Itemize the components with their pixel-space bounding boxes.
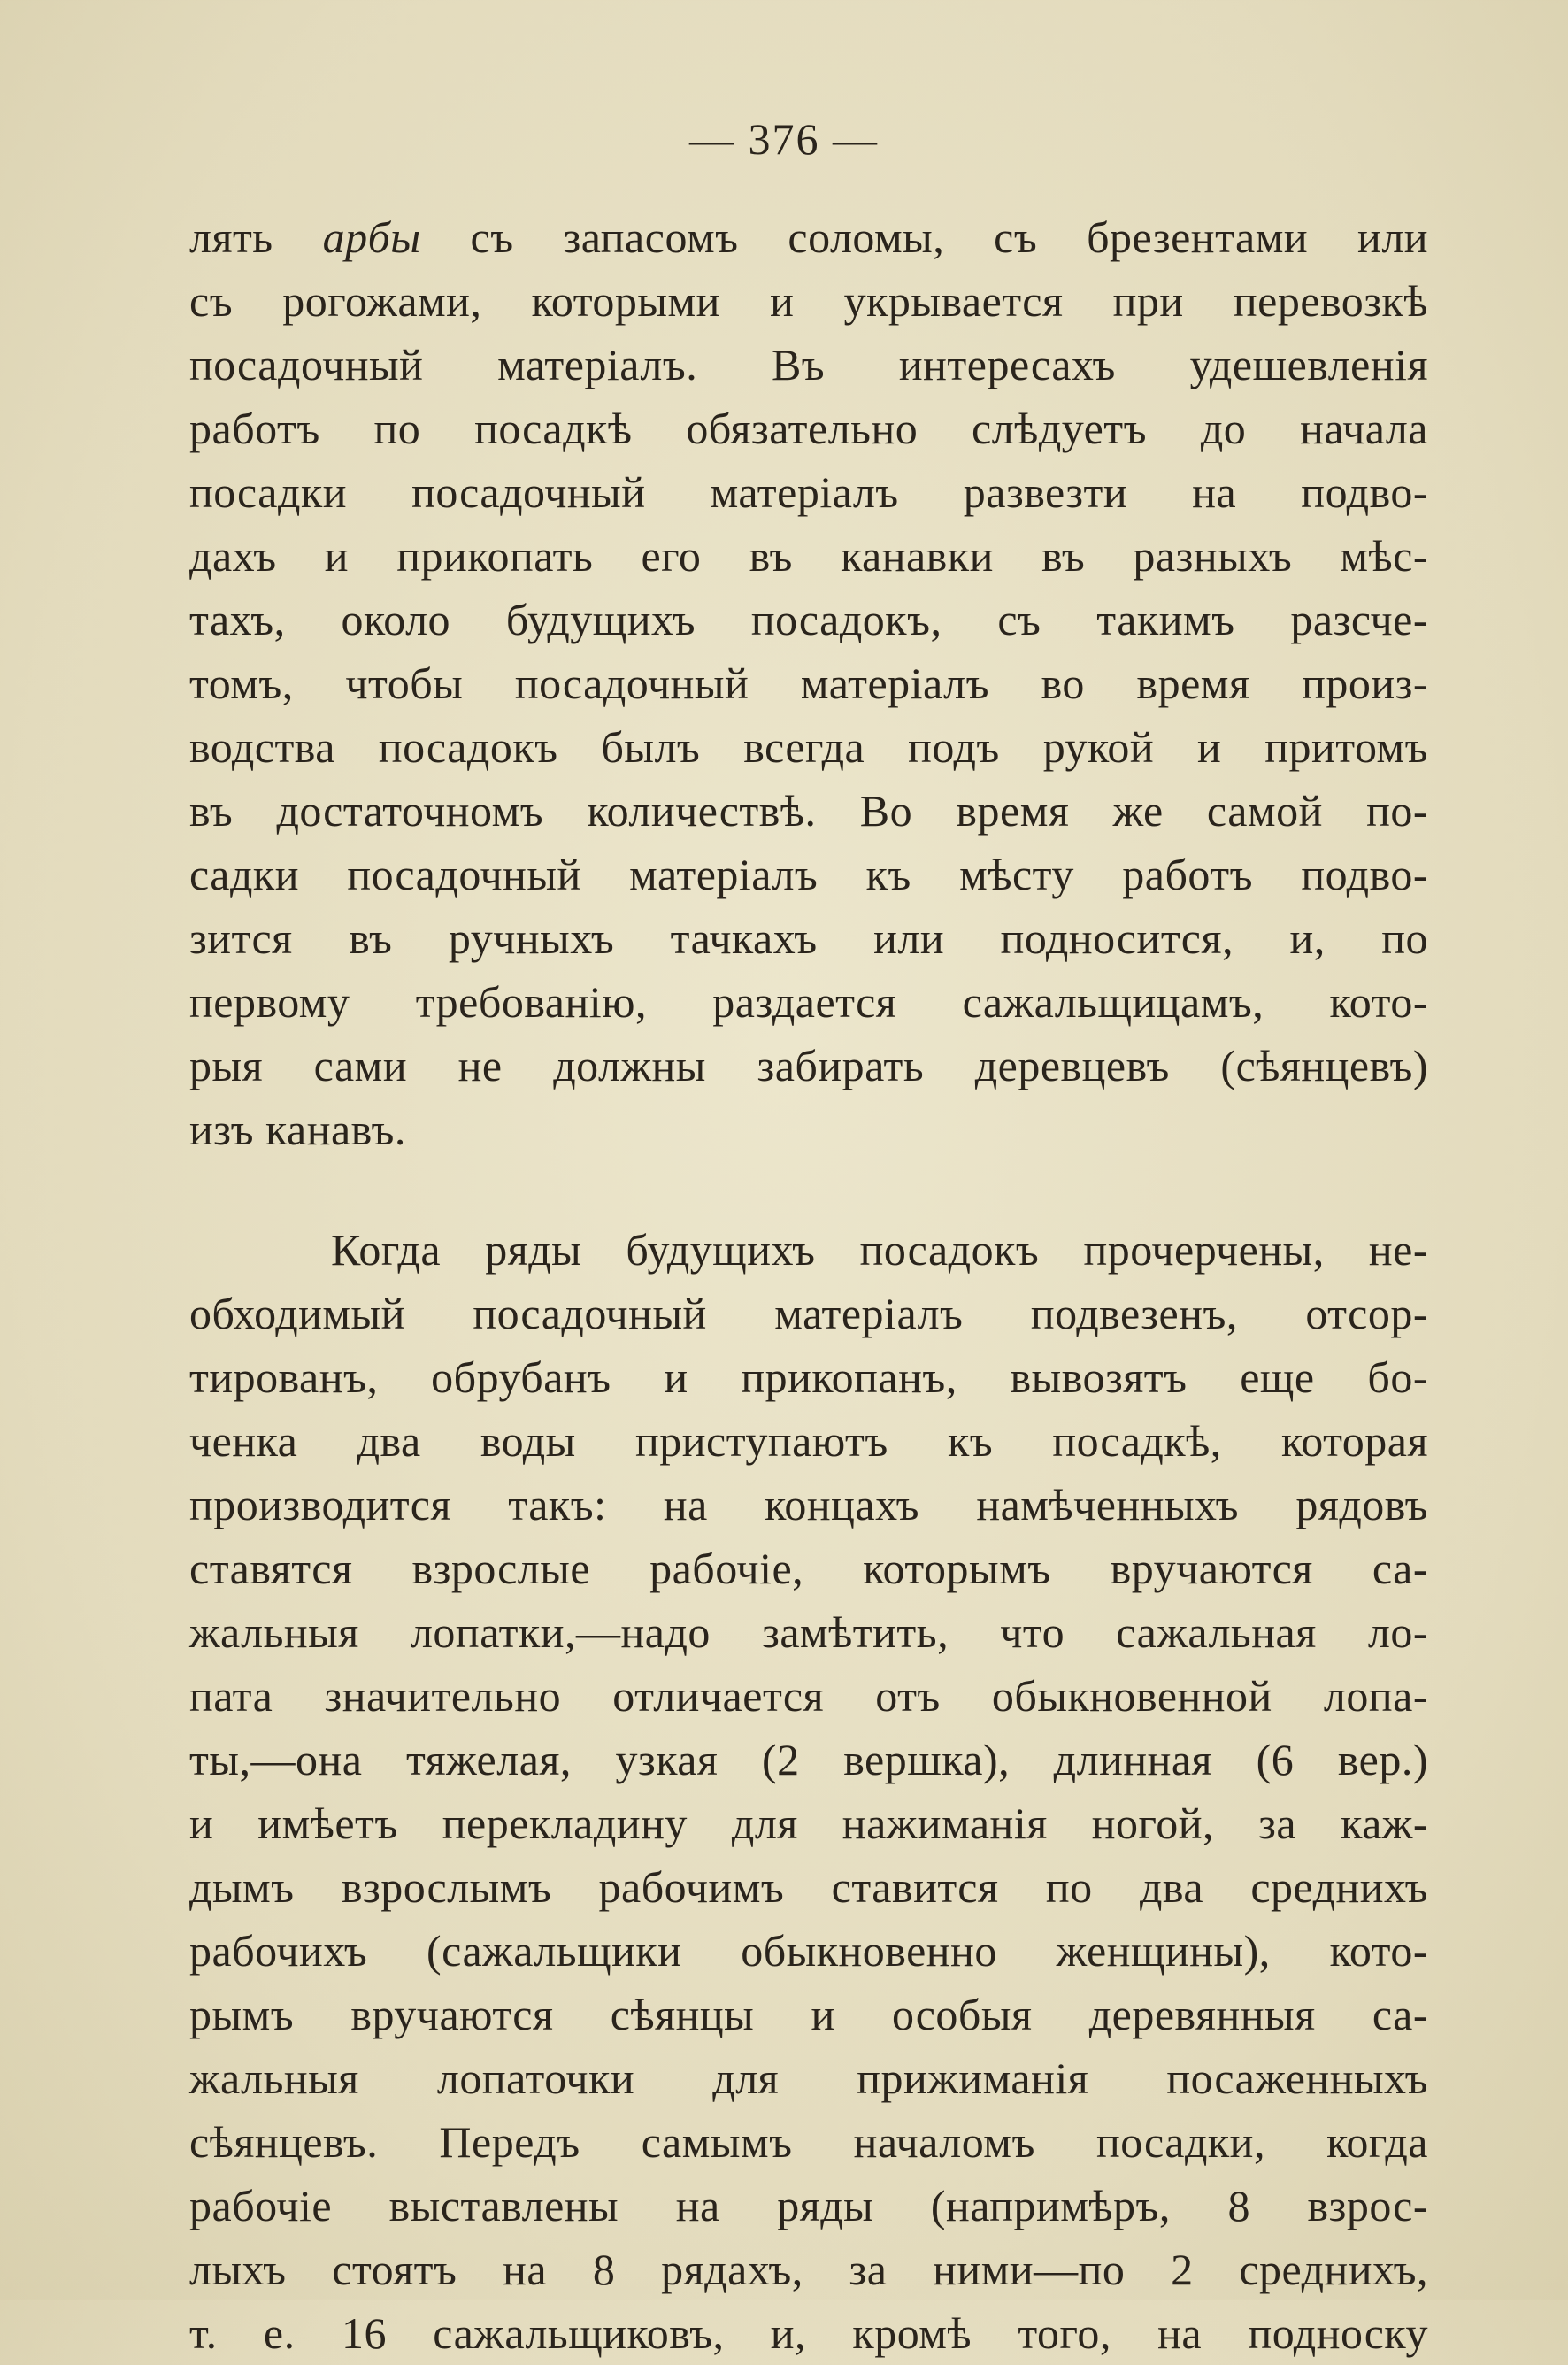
line-rest: съ запасомъ соломы, съ брезентами или [470, 212, 1429, 262]
text-line: зится въ ручныхъ тачкахъ или подносится, и, по [189, 913, 1428, 963]
text-line: лыхъ стоятъ на 8 рядахъ, за ними—по 2 среднихъ, [189, 2245, 1428, 2294]
text-line: дахъ и прикопать его въ канавки въ разныхъ мѣс- [189, 531, 1428, 581]
text-line: производится такъ: на концахъ намѣченныхъ рядовъ [189, 1480, 1428, 1529]
text-line [189, 205, 1428, 269]
paragraph-2 [189, 1218, 1428, 2365]
text-line: посадки посадочный матеріалъ развезти на подво- [189, 467, 1428, 517]
text-line: изъ канавъ. [189, 1105, 406, 1154]
paragraph-1 [189, 205, 1428, 1161]
line-start-word: лять [189, 212, 273, 262]
text-line: томъ, чтобы посадочный матеріалъ во время произ- [189, 659, 1428, 708]
text-line: водства посадокъ былъ всегда подъ рукой и притомъ [189, 722, 1428, 772]
text-line: жальныя лопаточки для прижиманія посаженныхъ [189, 2053, 1428, 2103]
page-number: — 376 — [689, 114, 879, 164]
text-line: тахъ, около будущихъ посадокъ, съ такимъ разсче- [189, 595, 1428, 644]
text-line: рыя сами не должны забирать деревцевъ (сѣянцевъ) [189, 1041, 1428, 1090]
text-line: рабочихъ (сажальщики обыкновенно женщины), кото- [189, 1926, 1428, 1976]
body-text [189, 205, 1428, 2365]
text-line: т. е. 16 сажальщиковъ, и, кромѣ того, на подноску [189, 2308, 1428, 2358]
text-line: садки посадочный матеріалъ къ мѣсту работъ подво- [189, 850, 1428, 899]
text-line: обходимый посадочный матеріалъ подвезенъ, отсор- [189, 1289, 1428, 1338]
paragraph-gap [189, 1161, 1428, 1218]
text-line: посадочный матеріалъ. Въ интересахъ удешевленія [189, 340, 1428, 389]
text-line: сѣянцевъ. Передъ самымъ началомъ посадки, когда [189, 2117, 1428, 2167]
text-line: и имѣетъ перекладину для нажиманія ногой, за каж- [189, 1799, 1428, 1848]
text-line: жальныя лопатки,—надо замѣтить, что сажальная ло- [189, 1607, 1428, 1657]
text-line: пата значительно отличается отъ обыкновенной лопа- [189, 1671, 1428, 1721]
text-line: ченка два воды приступаютъ къ посадкѣ, которая [189, 1416, 1428, 1466]
text-line: Когда ряды будущихъ посадокъ прочерчены, не- [331, 1225, 1428, 1275]
text-line: рымъ вручаются сѣянцы и особыя деревянныя са- [189, 1990, 1428, 2039]
text-line: въ достаточномъ количествѣ. Во время же самой по- [189, 786, 1428, 836]
italic-word: арбы [322, 212, 421, 262]
text-line: тированъ, обрубанъ и прикопанъ, вывозятъ еще бо- [189, 1352, 1428, 1402]
text-line: ставятся взрослые рабочіе, которымъ вручаются са- [189, 1544, 1428, 1593]
text-line: дымъ взрослымъ рабочимъ ставится по два среднихъ [189, 1862, 1428, 1912]
text-line: рабочіе выставлены на ряды (напримѣръ, 8 взрос- [189, 2181, 1428, 2230]
text-line: первому требованію, раздается сажальщицамъ, кото- [189, 977, 1428, 1027]
text-line: работъ по посадкѣ обязательно слѣдуетъ до начала [189, 404, 1428, 453]
text-line: съ рогожами, которыми и укрывается при перевозкѣ [189, 276, 1428, 326]
text-line: ты,—она тяжелая, узкая (2 вершка), длинная (6 вер.) [189, 1735, 1428, 1784]
